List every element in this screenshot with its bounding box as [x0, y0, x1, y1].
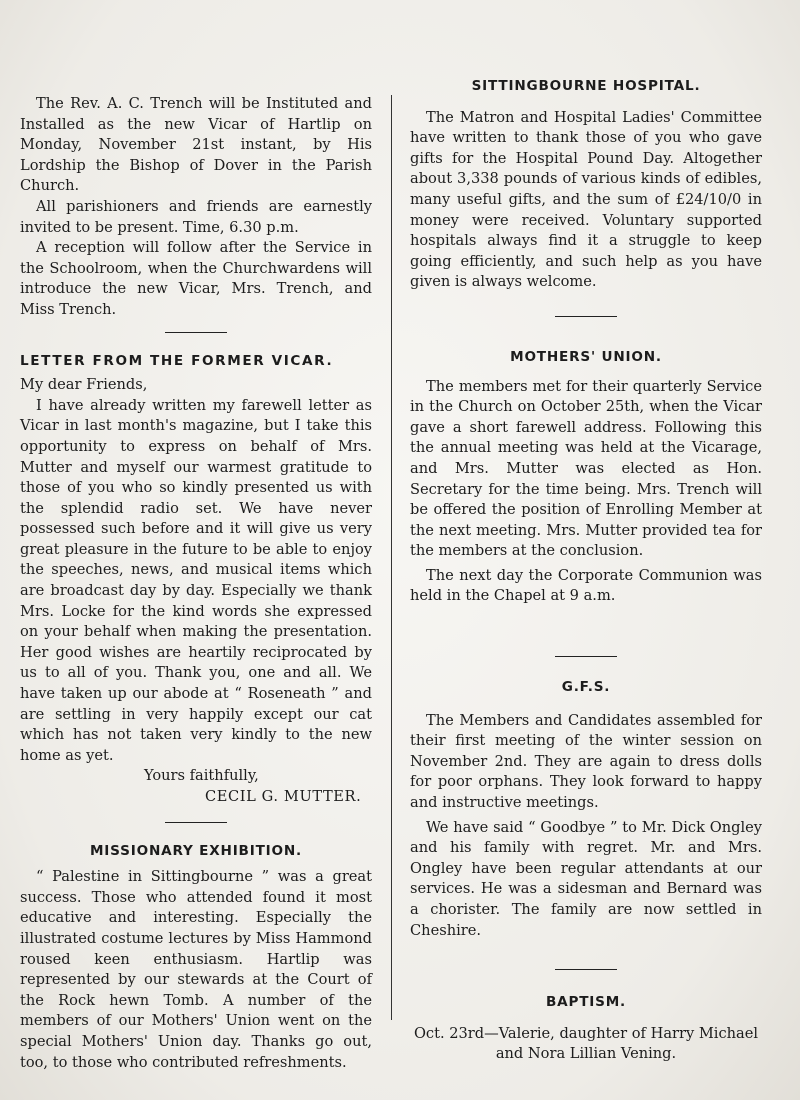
installation-paragraph-1: The Rev. A. C. Trench will be Instituted and Installed as the new Vicar of Hartlip on Monday, November 21st instant, by His Lordship the Bishop of Dover in the Parish Church.	[20, 95, 372, 195]
baptism-line-2: and Nora Lillian Vening.	[495, 1045, 677, 1063]
installation-paragraph-3: A reception will follow after the Service in the Schoolroom, when the Churchwardens will introduce the new Vicar, Mrs. Trench, and Miss Trench.	[20, 239, 372, 318]
letter-closing: Yours faithfully,	[144, 767, 259, 785]
letter-signature: CECIL G. MUTTER.	[205, 788, 362, 805]
letter-body: I have already written my farewell letter as Vicar in last month's magazine, but I take this opportunity to express on behalf of Mrs. Mutter and myself our warmest gratitude to those of you who so kindly presented us with the splendid radio set. We have never possessed such before and it will give us very great pleasure in the future to be able to enjoy the speeches, news, and musical items which are broadcast day by day. Especially we thank Mrs. Locke for the kind words she expressed on your behalf when making the presentation. Her good wishes are heartily reciprocated by us to all of you. Thank you, one and all. We have taken up our abode at “ Roseneath ” and are settling in very happily except our cat which has not taken very kindly to the new home as yet.	[20, 396, 372, 764]
missionary-body: “ Palestine in Sittingbourne ” was a great success. Those who attended found it most educative and interesting. Especially the illustrated costume lectures by Miss Hammond roused keen enthusiasm. Hartlip was represented by our stewards at the Court of the Rock hewn Tomb. A number of the members of our Mothers' Union went on the special Mothers' Union day. Thanks go out, too, to those who contributed refreshments.	[20, 868, 372, 1071]
baptism-line-1: Oct. 23rd—Valerie, daughter of Harry Michael	[413, 1024, 759, 1042]
gfs-paragraph-1: The Members and Candidates assembled for their first meeting of the winter session on November 2nd. They are again to dress dolls for poor orphans. They look forward to happy and instructive meetings.	[410, 711, 762, 812]
hospital-heading: SITTINGBOURNE HOSPITAL.	[471, 78, 701, 94]
letter-heading: LETTER FROM THE FORMER VICAR.	[20, 352, 334, 369]
gfs-heading: G.F.S.	[561, 679, 611, 696]
gfs-paragraph-2: We have said “ Goodbye ” to Mr. Dick Ongley and his family with regret. Mr. and Mrs. Ongley have been regular attendants at our services. He was a sidesman and Bernard was a chorister. The family are now settled in Cheshire.	[410, 818, 762, 939]
mothers-union-paragraph-2: The next day the Corporate Communion was held in the Chapel at 9 a.m.	[410, 566, 762, 605]
mothers-union-heading: MOTHERS' UNION.	[510, 348, 662, 365]
baptism-heading: BAPTISM.	[545, 994, 627, 1011]
hospital-body: The Matron and Hospital Ladies' Committee have written to thank those of you who gave gifts for the Hospital Pound Day. Altogether about 3,338 pounds of various kinds of edibles, many useful gifts, and the sum of £24/10/0 in money were received. Voluntary supported hospitals always find it a struggle to keep going efficiently, and such help as you have given is always welcome.	[410, 108, 762, 291]
missionary-heading: MISSIONARY EXHIBITION.	[89, 842, 302, 859]
column-divider	[391, 95, 392, 1020]
mothers-union-paragraph-1: The members met for their quarterly Service in the Church on October 25th, when the Vicar gave a short farewell address. Following this the annual meeting was held at the Vicarage, and Mrs. Mutter was elected as Hon. Secretary for the time being. Mrs. Trench will be offered the position of Enrolling Member at the next meeting. Mrs. Mutter provided tea for the members at the conclusion.	[410, 377, 762, 560]
left-column	[20, 0, 372, 1073]
letter-salutation: My dear Friends,	[20, 376, 148, 394]
right-column	[410, 0, 762, 1065]
installation-paragraph-2: All parishioners and friends are earnestly invited to be present. Time, 6.30 p.m.	[20, 197, 372, 236]
